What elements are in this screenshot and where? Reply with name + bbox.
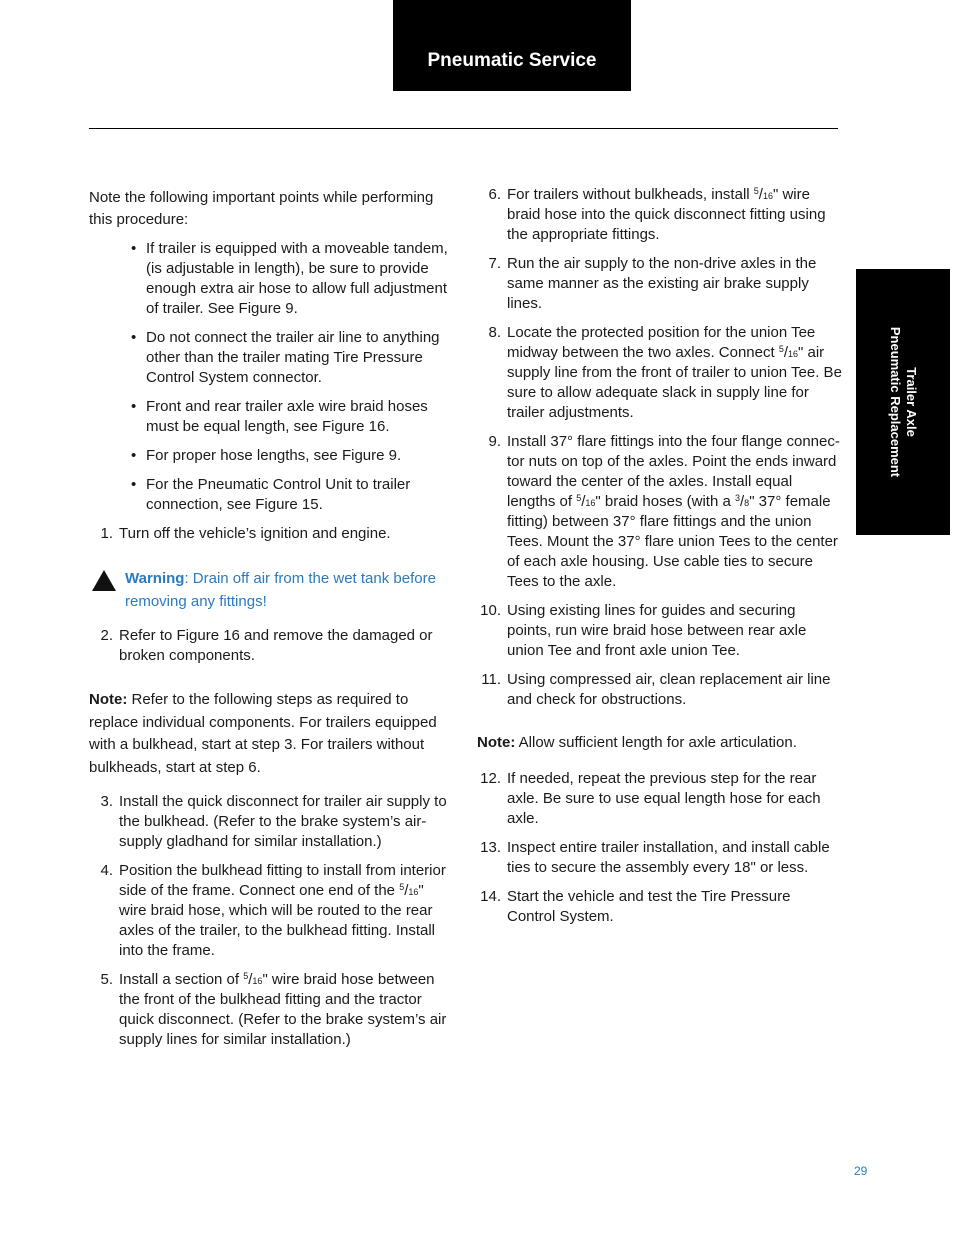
step-text: Start the vehicle and test the Tire Pressure Control System. xyxy=(507,887,791,925)
step-number: 12. xyxy=(480,769,501,787)
bullet-text: If trailer is equipped with a moveable tandem, (is adjustable in length), be sure to provide enough extra air hose to allow full adjustment of trailer. See Figure 9. xyxy=(146,240,448,317)
step-number: 4. xyxy=(100,862,113,879)
header-title: Pneumatic Service xyxy=(427,49,597,71)
steps-list-b xyxy=(89,626,454,666)
step-text: Using existing lines for guides and securing points, run wire braid hose between rear axle union Tee and front axle union Tee. xyxy=(507,602,807,659)
step-number: 5. xyxy=(100,971,113,988)
bullet-item: • Front and rear trailer axle wire braid hoses must be equal length, see Figure 16. xyxy=(131,398,428,435)
bullet-text: Do not connect the trailer air line to anything other than the trailer mating Tire Pressure Control System connector. xyxy=(146,329,440,386)
header-tab xyxy=(393,0,631,91)
step-text: Install 37° flare fittings into the four flange connec-tor nuts on top of the axles. Point the ends inward toward the center of the axles. Install equal lengths of $^5$/16" braid hoses (with a $^3$/8" 37° female fitting) between 37° flare fittings and the union Tees. Mount the 37° flare union Tees to the center of each axle housing. Use cable ties to secure Tees to the axle. xyxy=(507,433,840,590)
step-text: Install a section of $^5$/16" wire braid hose between the front of the bulkhead fitting and the tractor quick disconnect. (Refer to the brake system’s air supply lines for similar installation.) xyxy=(119,971,447,1048)
step-6 xyxy=(477,185,842,245)
step-5 xyxy=(89,970,454,1050)
bullet-text: For the Pneumatic Control Unit to trailer connection, see Figure 15. xyxy=(146,476,411,513)
side-tab-line-2: Pneumatic Replacement xyxy=(888,326,903,478)
step-number: 6. xyxy=(488,186,501,203)
steps-list-a xyxy=(89,524,454,544)
bullet-item: • Do not connect the trailer air line to anything other than the trailer mating Tire Pressure Control System connector. xyxy=(131,329,440,386)
step-text: Locate the protected position for the union Tee midway between the two axles. Connect $^5$/16" air supply line from the front of trailer to union Tee. Be sure to allow adequate slack in supply line for trailer adjustments. xyxy=(507,324,842,421)
side-tab-text xyxy=(887,327,919,477)
bullet-text: Front and rear trailer axle wire braid hoses must be equal length, see Figure 16. xyxy=(146,398,428,435)
step-1 xyxy=(89,524,454,544)
page-number: 29 xyxy=(854,1164,868,1178)
note-label: Note: xyxy=(477,734,516,751)
step-text: Position the bulkhead fitting to install from interior side of the frame. Connect one end of the $^5$/16" wire braid hose, which will be routed to the rear axles of the trailer, to the bulkhead fitting. Install into the frame. xyxy=(119,862,446,959)
left-column xyxy=(89,187,454,1059)
header-rule xyxy=(89,128,838,129)
bullet-item: • If trailer is equipped with a moveable tandem, (is adjustable in length), be sure to provide enough extra air hose to allow full adjustment of trailer. See Figure 9. xyxy=(131,240,448,317)
bullet-item: • For the Pneumatic Control Unit to trailer connection, see Figure 15. xyxy=(131,476,411,513)
step-8 xyxy=(477,323,842,423)
step-12 xyxy=(477,769,842,829)
step-4 xyxy=(89,861,454,961)
side-tab-line-1: Trailer Axle xyxy=(904,367,919,437)
step-9 xyxy=(477,432,842,592)
step-number: 3. xyxy=(100,793,113,810)
note-text: Refer to the following steps as required to replace individual components. For trailers equipped with a bulkhead, start at step 3. For trailers without bulkheads, start at step 6. xyxy=(89,691,437,776)
step-14 xyxy=(477,887,842,927)
warning-text: : Drain off air from the wet tank before removing any fittings! xyxy=(125,570,436,610)
step-text: Refer to Figure 16 and remove the damaged or broken components. xyxy=(119,627,433,664)
step-number: 1. xyxy=(100,525,113,542)
step-2 xyxy=(89,626,454,666)
warning-callout xyxy=(89,567,454,613)
steps-list-e xyxy=(477,769,842,927)
right-column xyxy=(477,185,842,936)
step-13 xyxy=(477,838,842,878)
note-label: Note: xyxy=(89,691,128,708)
bullet-text: For proper hose lengths, see Figure 9. xyxy=(146,447,402,464)
bullet-list xyxy=(89,239,454,515)
steps-list-d xyxy=(477,185,842,710)
steps-list-c xyxy=(89,792,454,1050)
step-number: 13. xyxy=(480,838,501,856)
step-3 xyxy=(89,792,454,852)
step-11 xyxy=(477,670,842,710)
warning-triangle-icon xyxy=(92,570,116,591)
note-paragraph xyxy=(89,689,454,779)
step-text: For trailers without bulkheads, install $^5$/16" wire braid hose into the quick disconnect fitting using the appropriate fittings. xyxy=(507,186,826,243)
bullet-item: • For proper hose lengths, see Figure 9. xyxy=(131,447,402,464)
step-7 xyxy=(477,254,842,314)
step-text: Using compressed air, clean replacement air line and check for obstructions. xyxy=(507,671,831,708)
note-paragraph xyxy=(477,732,842,755)
warning-label: Warning xyxy=(125,570,185,587)
intro-paragraph: Note the following important points while performing this procedure: xyxy=(89,189,434,228)
step-number: 10. xyxy=(480,602,501,619)
side-tab xyxy=(856,269,950,535)
step-number: 9. xyxy=(488,433,501,450)
step-text: Run the air supply to the non-drive axles in the same manner as the existing air brake supply lines. xyxy=(507,255,817,312)
step-number: 11. xyxy=(481,671,501,688)
step-text: Inspect entire trailer installation, and install cable ties to secure the assembly every 18" or less. xyxy=(507,838,830,876)
step-number: 8. xyxy=(488,324,501,341)
step-text: If needed, repeat the previous step for the rear axle. Be sure to use equal length hose for each axle. xyxy=(507,769,821,827)
step-text: Install the quick disconnect for trailer air supply to the bulkhead. (Refer to the brake system’s air-supply gladhand for similar installation.) xyxy=(119,793,447,850)
step-number: 14. xyxy=(480,887,501,905)
step-number: 7. xyxy=(488,255,501,272)
step-number: 2. xyxy=(100,627,113,644)
step-10 xyxy=(477,601,842,661)
step-text: Turn off the vehicle’s ignition and engine. xyxy=(119,525,391,542)
note-text: Allow sufficient length for axle articulation. xyxy=(515,734,797,751)
